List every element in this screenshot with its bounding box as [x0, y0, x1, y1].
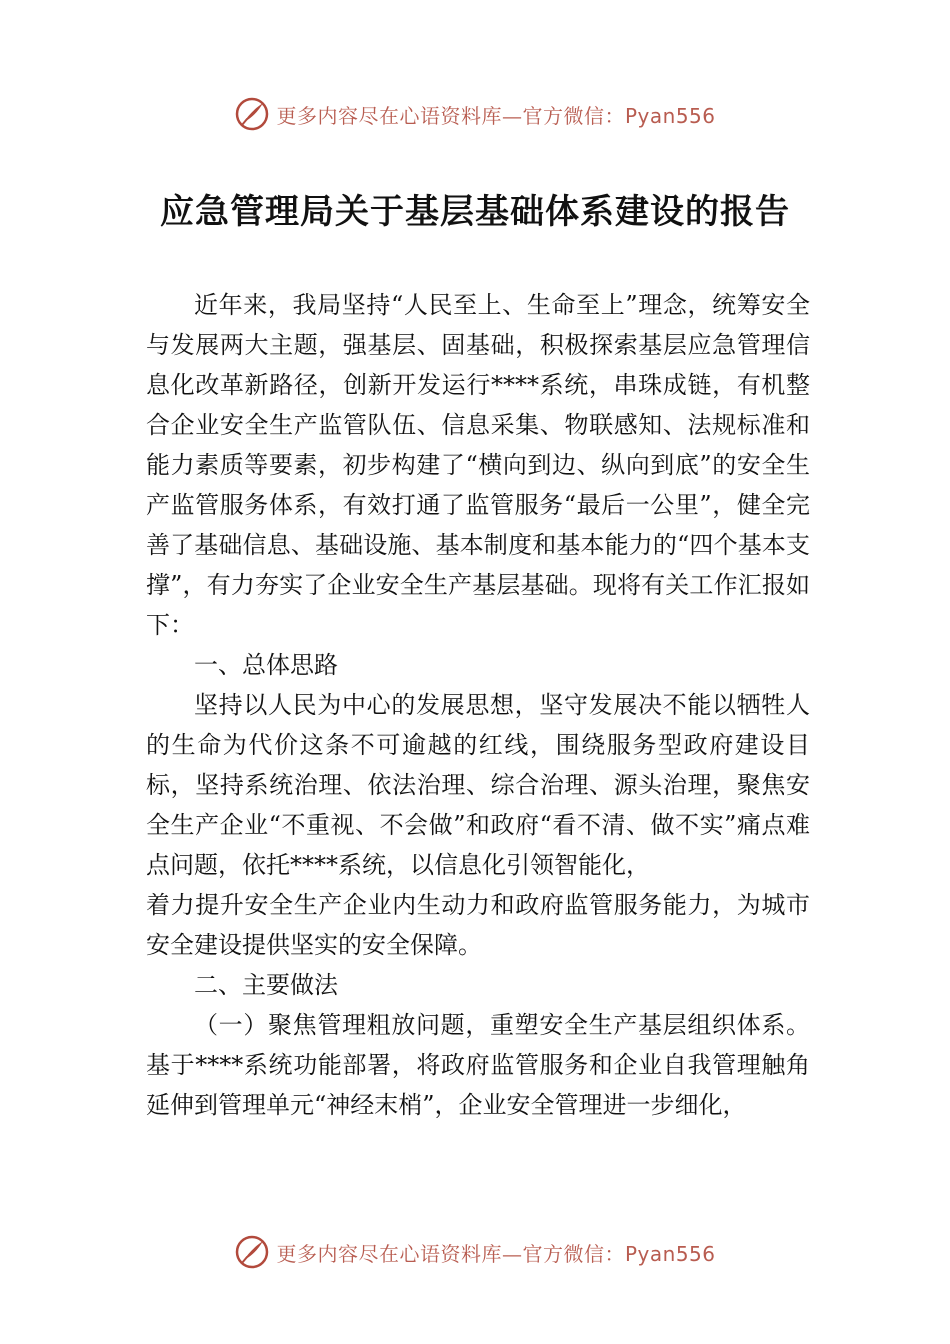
watermark-wechat-id: Pyan556: [624, 1241, 716, 1266]
paragraph: （一）聚焦管理粗放问题，重塑安全生产基层组织体系。基于****系统功能部署，将政府监管服务和企业自我管理触角延伸到管理单元“神经末梢”，企业安全管理进一步细化，: [146, 1011, 810, 1119]
watermark-label: 更多内容尽在心语资料库—官方微信：: [276, 103, 625, 128]
watermark-text: [276, 100, 715, 129]
section-heading: 二、主要做法: [194, 971, 338, 999]
quill-logo-icon: [234, 1234, 270, 1270]
paragraph: 坚持以人民为中心的发展思想，坚守发展决不能以牺牲人的生命为代价这条不可逾越的红线，围绕服务型政府建设目标，坚持系统治理、依法治理、综合治理、源头治理，聚焦安全生产企业“不重视、不会做”和政府“看不清、做不实”痛点难点问题，依托****系统，以信息化引领智能化，: [146, 691, 810, 879]
watermark-bottom: [0, 1234, 950, 1270]
paragraph: 近年来，我局坚持“人民至上、生命至上”理念，统筹安全与发展两大主题，强基层、固基础，积极探索基层应急管理信息化改革新路径，创新开发运行****系统，串珠成链，有机整合企业安全生产监管队伍、信息采集、物联感知、法规标准和能力素质等要素，初步构建了“横向到边、纵向到底”的安全生产监管服务体系，有效打通了监管服务“最后一公里”，健全完善了基础信息、基础设施、基本制度和基本能力的“四个基本支撑”，有力夯实了企业安全生产基层基础。现将有关工作汇报如下：: [146, 291, 810, 639]
document-body: [146, 285, 810, 1125]
paragraph: 着力提升安全生产企业内生动力和政府监管服务能力，为城市安全建设提供坚实的安全保障。: [146, 891, 810, 959]
section-heading: 一、总体思路: [194, 651, 338, 679]
watermark-wechat-id: Pyan556: [624, 103, 716, 128]
document-title: 应急管理局关于基层基础体系建设的报告: [160, 192, 790, 232]
watermark-top: [0, 96, 950, 132]
watermark-text: [276, 1238, 715, 1267]
watermark-label: 更多内容尽在心语资料库—官方微信：: [276, 1241, 625, 1266]
quill-logo-icon: [234, 96, 270, 132]
